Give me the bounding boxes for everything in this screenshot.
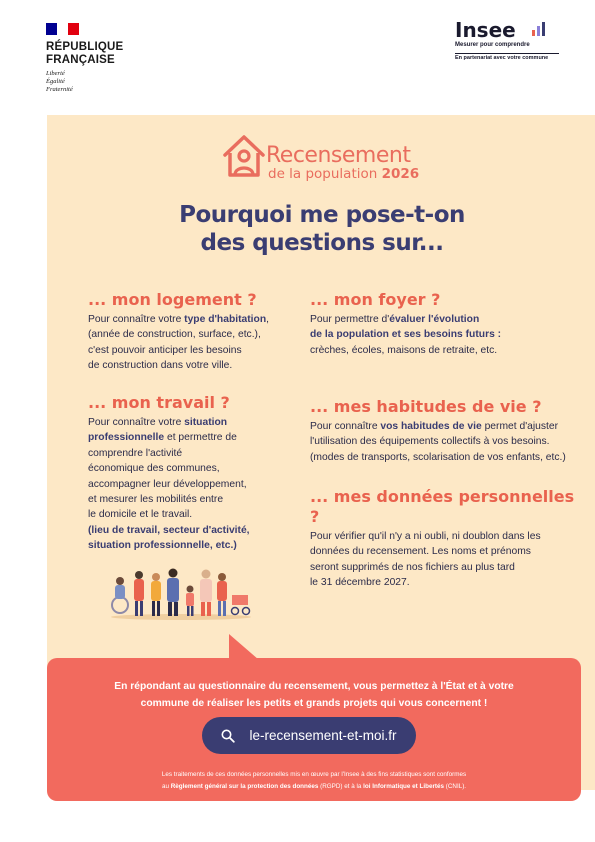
motto-line: Fraternité xyxy=(46,86,73,93)
insee-partner: En partenariat avec votre commune xyxy=(455,53,559,61)
house-person-icon xyxy=(222,133,266,181)
motto-line: Égalité xyxy=(46,78,65,85)
section-heading: ... mon foyer ? xyxy=(310,290,441,309)
section-line: (modes de transports, scolarisation de vos enfants, etc.) xyxy=(310,451,566,463)
text-bold: évaluer l'évolution xyxy=(389,314,480,325)
section-line xyxy=(310,312,570,327)
section-line: Pour vérifier qu'il n'y a ni oubli, ni doublon dans les xyxy=(310,531,541,542)
insee-bars-icon xyxy=(532,22,545,36)
section-line: (lieu de travail, secteur d'activité, xyxy=(88,524,250,536)
insee-name: Insee xyxy=(455,18,516,42)
section-donnees xyxy=(310,487,585,591)
text: permet d'ajuster xyxy=(481,421,559,432)
republique-francaise-logo xyxy=(46,23,123,94)
section-heading: ... mon travail ? xyxy=(88,393,230,412)
section-line: et mesurer les mobilités entre xyxy=(88,494,224,506)
legal-line1: Les traitements de ces données personnelles mis en œuvre par l'Insee à des fins statistiques sont conformes xyxy=(161,771,467,778)
section-line: de la population et ses besoins futurs : xyxy=(310,329,502,341)
section-line: accompagner leur développement, xyxy=(88,478,247,490)
section-line: c'est pouvoir anticiper les besoins xyxy=(88,344,242,356)
website-link-label: le-recensement-et-moi.fr xyxy=(249,728,397,743)
rgpd-text: Règlement général sur la protection des données xyxy=(170,783,319,790)
legal-notice xyxy=(47,769,581,793)
section-line: comprendre l'activité xyxy=(88,447,183,459)
page-title-line1: Pourquoi me pose-t-on xyxy=(179,202,465,228)
page-title-line2: des questions sur... xyxy=(200,230,444,256)
logo-subtitle xyxy=(268,166,419,182)
logo-year: 2026 xyxy=(381,166,420,182)
insee-tagline: Mesurer pour comprendre xyxy=(455,42,530,48)
text: (CNIL). xyxy=(444,783,467,790)
section-heading: ... mon logement ? xyxy=(88,290,257,309)
section-foyer xyxy=(310,290,570,358)
footer-message xyxy=(47,678,581,712)
gov-name-line2: FRANÇAISE xyxy=(46,54,115,66)
section-heading: ... mes données personnelles ? xyxy=(310,487,575,526)
section-line: situation professionnelle, etc.) xyxy=(88,540,237,552)
section-heading: ... mes habitudes de vie ? xyxy=(310,397,542,416)
section-line: seront supprimés de nos fichiers au plus tard xyxy=(310,561,515,573)
legal-line2 xyxy=(47,781,581,793)
section-line: de construction dans votre ville. xyxy=(88,360,233,372)
people-illustration xyxy=(106,565,256,621)
page-title xyxy=(0,201,595,257)
website-link-button[interactable] xyxy=(202,717,416,754)
logo-title: Recensement xyxy=(266,143,411,168)
french-flag-icon xyxy=(46,23,79,35)
text: (RGPD) et à la xyxy=(318,783,364,790)
section-line: le 31 décembre 2027. xyxy=(310,577,410,589)
text-bold: situation xyxy=(184,417,228,428)
text: au xyxy=(161,783,171,790)
text: et permettre de xyxy=(164,432,237,444)
gov-motto xyxy=(46,70,123,94)
gov-name-line1: RÉPUBLIQUE xyxy=(46,41,124,53)
text-bold: professionnelle xyxy=(88,432,165,444)
text: , xyxy=(266,314,269,325)
insee-logo xyxy=(455,18,559,61)
recensement-logo xyxy=(222,133,432,185)
text-bold: vos habitudes de vie xyxy=(380,421,482,432)
section-line: (année de construction, surface, etc.), xyxy=(88,329,261,341)
footer-message-line1: En répondant au questionnaire du recensement, vous permettez à l'État et à votre xyxy=(114,681,514,692)
law-text: loi Informatique et Libertés xyxy=(363,783,444,790)
section-habitudes xyxy=(310,397,585,465)
search-icon xyxy=(221,729,235,743)
section-line: données du recensement. Les noms et prénoms xyxy=(310,546,531,558)
section-line: crèches, écoles, maisons de retraite, etc. xyxy=(310,344,498,356)
text: Pour permettre d' xyxy=(310,314,390,325)
section-line xyxy=(310,419,585,434)
footer-card xyxy=(47,658,581,801)
text: Pour connaître votre xyxy=(88,314,185,325)
text-bold: type d'habitation xyxy=(184,314,267,325)
gov-name xyxy=(46,41,123,67)
section-logement xyxy=(88,290,303,374)
section-line xyxy=(88,415,303,430)
section-line xyxy=(88,312,303,327)
section-line: le domicile et le travail. xyxy=(88,509,193,521)
section-line: économique des communes, xyxy=(88,463,220,475)
text: Pour connaître votre xyxy=(88,417,185,428)
section-travail xyxy=(88,393,303,554)
section-line: l'utilisation des équipements collectifs à vos besoins. xyxy=(310,436,550,448)
footer-message-line2: commune de réaliser les petits et grands projets qui vous concernent ! xyxy=(140,698,488,709)
text: Pour connaître xyxy=(310,421,381,432)
logo-subtitle-text: de la population xyxy=(268,166,378,182)
motto-line: Liberté xyxy=(46,70,65,77)
section-line xyxy=(88,430,303,445)
